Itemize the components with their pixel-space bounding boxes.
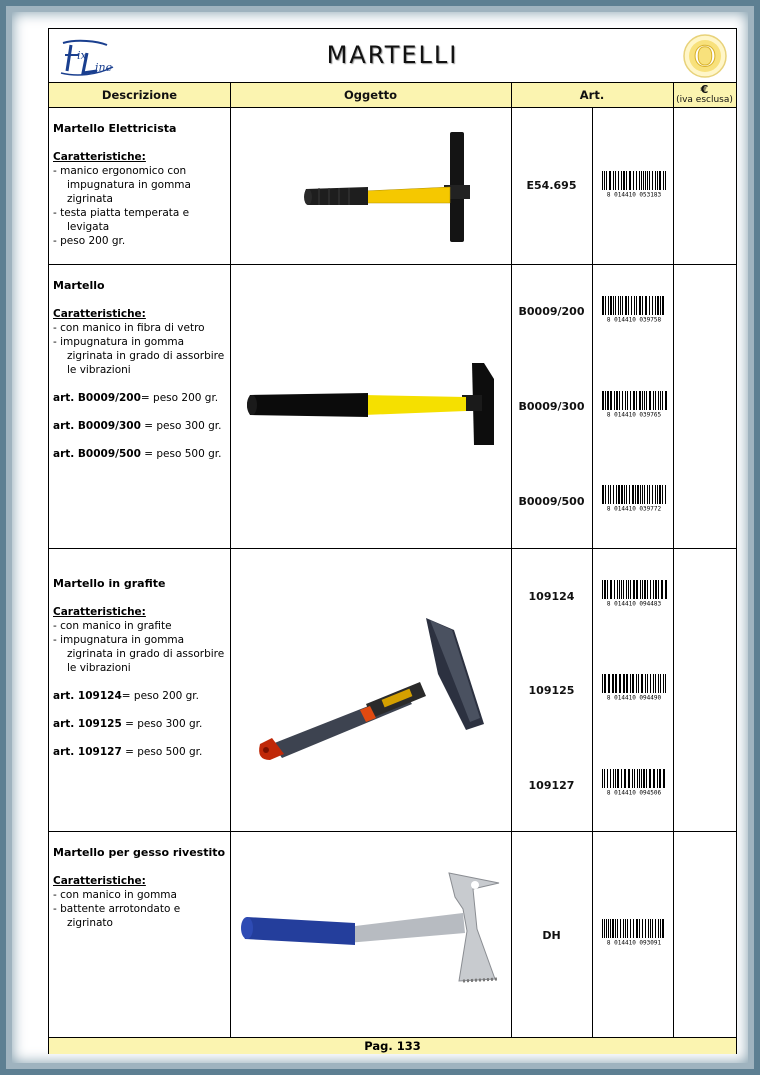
barcode-bar — [632, 485, 634, 504]
barcode-number: 8 014410 094490 — [606, 694, 662, 700]
barcode-bar — [617, 919, 618, 938]
barcode-number: 8 014410 039765 — [606, 411, 662, 417]
barcode-bar — [663, 171, 664, 190]
barcode-number: 8 014410 039772 — [606, 505, 662, 511]
feature-item: - con manico in fibra di vetro — [53, 322, 205, 334]
barcode-bar — [645, 296, 647, 315]
barcode-bar — [649, 296, 650, 315]
barcode-bar — [663, 769, 665, 788]
row-divider — [49, 264, 736, 265]
barcode-number: 8 014410 094483 — [606, 600, 662, 606]
article-code: B0009/200 — [518, 305, 585, 318]
barcode — [598, 296, 670, 322]
barcode-number: 8 014410 094506 — [606, 789, 662, 795]
barcode-bar — [633, 580, 635, 599]
barcode-bar — [612, 674, 614, 693]
barcode-bar — [625, 296, 627, 315]
barcode — [598, 580, 670, 606]
barcode-bar — [608, 674, 610, 693]
barcode-bar — [662, 919, 664, 938]
product-description — [53, 122, 229, 248]
row-divider — [49, 831, 736, 832]
article-code: DH — [542, 929, 561, 942]
article-code: 109125 — [528, 684, 575, 697]
barcode-bar — [657, 769, 658, 788]
barcode-bar — [629, 485, 630, 504]
barcode-bar — [615, 769, 616, 788]
barcode-bar — [650, 674, 651, 693]
barcode-bar — [622, 296, 623, 315]
barcode-bar — [634, 769, 635, 788]
barcode-bar — [619, 580, 620, 599]
feature-item: - con manico in gomma — [53, 889, 177, 901]
barcode-bar — [623, 674, 625, 693]
barcode-bar — [620, 919, 621, 938]
barcode-bar — [658, 674, 659, 693]
barcode-bar — [642, 919, 643, 938]
barcode-bar — [607, 580, 608, 599]
barcode-bar — [646, 769, 647, 788]
barcode-bar — [655, 296, 656, 315]
grid-line — [673, 83, 674, 1037]
barcode-bar — [614, 391, 615, 410]
product-name: Martello Elettricista — [53, 122, 177, 135]
barcode-bar — [626, 485, 627, 504]
barcode-bar — [617, 769, 619, 788]
barcode-bar — [636, 580, 638, 599]
grid-line — [511, 83, 512, 1037]
barcode-bar — [641, 769, 642, 788]
barcode-bar — [646, 391, 647, 410]
features-label: Caratteristiche: — [53, 151, 146, 163]
barcode-bar — [639, 171, 640, 190]
article-line: art. 109125 = peso 300 gr. — [53, 718, 203, 730]
barcode-bar — [659, 485, 661, 504]
features-list — [53, 321, 229, 377]
catalog-page — [48, 28, 737, 1054]
svg-text:O: O — [693, 40, 717, 73]
grid-line — [592, 108, 593, 1037]
barcode-bar — [608, 296, 609, 315]
barcode-bar — [622, 391, 623, 410]
barcode-bar — [617, 580, 618, 599]
feature-item: - testa piatta temperata e levigata — [53, 207, 190, 233]
barcode-bar — [660, 296, 661, 315]
page-title: MARTELLI — [326, 41, 459, 69]
feature-item: - peso 200 gr. — [53, 235, 126, 247]
barcode-bar — [630, 580, 631, 599]
barcode-bar — [602, 769, 603, 788]
barcode-bar — [655, 485, 656, 504]
barcode-bar — [644, 580, 646, 599]
barcode-bar — [602, 391, 604, 410]
barcode-bar — [665, 391, 667, 410]
barcode-bar — [645, 919, 646, 938]
barcode-bar — [604, 171, 605, 190]
barcode-bar — [660, 674, 661, 693]
barcode-bar — [627, 919, 628, 938]
barcode-bar — [613, 296, 614, 315]
barcode-bar — [647, 674, 648, 693]
barcode-bar — [608, 485, 609, 504]
barcode-bar — [605, 296, 606, 315]
barcode-number: 8 014410 093091 — [606, 939, 662, 945]
article-line: art. 109127 = peso 500 gr. — [53, 746, 203, 758]
barcode-bar — [642, 296, 643, 315]
barcode-bar — [655, 674, 656, 693]
product-name: Martello in grafite — [53, 577, 166, 590]
barcode-bar — [613, 769, 614, 788]
barcode-bar — [628, 296, 629, 315]
barcode-bar — [652, 919, 653, 938]
barcode-bar — [632, 674, 634, 693]
barcode-bar — [659, 171, 661, 190]
barcode-bar — [623, 171, 625, 190]
barcode-bar — [615, 296, 616, 315]
barcode-bar — [658, 580, 659, 599]
barcode-bar — [624, 769, 626, 788]
feature-item: - impugnatura in gomma zigrinata in grado di assorbire le vibrazioni — [53, 634, 225, 674]
barcode-bar — [637, 769, 638, 788]
barcode-bar — [643, 769, 645, 788]
barcode-bar — [653, 674, 654, 693]
barcode-bar — [628, 580, 629, 599]
features-label: Caratteristiche: — [53, 875, 146, 887]
barcode-bar — [659, 769, 661, 788]
barcode-bar — [634, 296, 635, 315]
barcode — [598, 919, 670, 945]
barcode-bar — [665, 171, 666, 190]
barcode-bar — [609, 171, 611, 190]
article-line: art. B0009/300 = peso 300 gr. — [53, 420, 222, 432]
barcode-bar — [657, 171, 658, 190]
barcode-bar — [607, 391, 609, 410]
barcode-bar — [655, 391, 656, 410]
barcode-bar — [642, 485, 643, 504]
article-line: art. B0009/500 = peso 500 gr. — [53, 448, 222, 460]
graphite-hammer-image — [254, 614, 494, 764]
barcode-bar — [650, 919, 651, 938]
barcode — [598, 485, 670, 511]
barcode — [598, 674, 670, 700]
barcode-bar — [639, 296, 641, 315]
barcode-bar — [621, 485, 623, 504]
barcode-bar — [630, 391, 631, 410]
barcode-bar — [625, 919, 626, 938]
barcode-bar — [648, 919, 649, 938]
barcode-bar — [649, 391, 651, 410]
barcode-bar — [626, 580, 627, 599]
barcode-bar — [619, 391, 620, 410]
barcode-number: 8 014410 053183 — [606, 191, 662, 197]
barcode-bar — [665, 485, 666, 504]
col-oggetto: Oggetto — [230, 83, 511, 108]
barcode-bar — [653, 769, 655, 788]
barcode-bar — [658, 391, 659, 410]
barcode-bar — [626, 171, 627, 190]
barcode-bar — [633, 391, 635, 410]
barcode-bar — [627, 391, 628, 410]
product-name: Martello — [53, 279, 105, 292]
barcode-bar — [660, 391, 661, 410]
features-list — [53, 164, 229, 248]
barcode-bar — [618, 485, 620, 504]
barcode-bar — [641, 171, 642, 190]
barcode-bar — [655, 171, 656, 190]
barcode-bar — [642, 580, 643, 599]
barcode-bar — [644, 391, 645, 410]
barcode-bar — [652, 485, 653, 504]
barcode-bar — [610, 391, 612, 410]
barcode-bar — [614, 580, 615, 599]
barcode-bar — [625, 391, 626, 410]
barcode-bar — [643, 171, 644, 190]
product-description — [53, 279, 229, 461]
barcode-bar — [602, 674, 603, 693]
col-price — [673, 83, 736, 108]
article-code: 109127 — [528, 779, 575, 792]
barcode-bar — [602, 485, 604, 504]
barcode-bar — [602, 919, 603, 938]
barcode-bar — [608, 919, 609, 938]
product-name: Martello per gesso rivestito — [53, 846, 226, 859]
barcode-bar — [610, 296, 612, 315]
barcode-bar — [636, 919, 638, 938]
barcode-bar — [612, 919, 614, 938]
article-line: art. B0009/200= peso 200 gr. — [53, 392, 219, 404]
barcode-bar — [661, 580, 663, 599]
article-code: B0009/500 — [518, 495, 585, 508]
barcode-bar — [639, 919, 640, 938]
barcode-bar — [657, 296, 659, 315]
barcode-bar — [663, 674, 664, 693]
barcode-bar — [615, 919, 616, 938]
barcode-bar — [640, 485, 641, 504]
barcode-bar — [623, 919, 624, 938]
barcode-bar — [650, 580, 651, 599]
barcode-bar — [636, 296, 637, 315]
barcode-bar — [621, 580, 622, 599]
barcode-bar — [621, 769, 622, 788]
barcode-bar — [647, 580, 648, 599]
barcode-bar — [633, 919, 634, 938]
barcode-bar — [655, 580, 657, 599]
barcode-bar — [637, 485, 639, 504]
features-list — [53, 888, 229, 930]
barcode-bar — [606, 919, 607, 938]
barcode-bar — [641, 674, 643, 693]
barcode-bar — [616, 485, 617, 504]
barcode-bar — [653, 580, 654, 599]
barcode-bar — [636, 171, 637, 190]
barcode-bar — [647, 485, 648, 504]
barcode-bar — [620, 296, 621, 315]
article-line: art. 109124= peso 200 gr. — [53, 690, 199, 702]
article-code: E54.695 — [526, 179, 577, 192]
barcode-bar — [605, 485, 606, 504]
barcode-bar — [665, 580, 667, 599]
barcode-bar — [630, 919, 631, 938]
barcode-bar — [633, 171, 634, 190]
col-art: Art. — [511, 83, 673, 108]
barcode-bar — [649, 171, 650, 190]
barcode-bar — [610, 580, 612, 599]
electrician-hammer-image — [264, 127, 484, 252]
barcode-bar — [621, 171, 622, 190]
barcode-bar — [604, 580, 606, 599]
barcode-bar — [662, 485, 663, 504]
barcode-bar — [604, 769, 605, 788]
col-descrizione: Descrizione — [49, 83, 230, 108]
barcode-bar — [615, 171, 616, 190]
barcode-bar — [635, 485, 636, 504]
barcode-bar — [613, 485, 614, 504]
barcode-bar — [658, 919, 659, 938]
features-list — [53, 619, 229, 675]
page-number: Pag. 133 — [49, 1037, 736, 1054]
barcode — [598, 171, 670, 197]
barcode-bar — [649, 769, 651, 788]
product-description — [53, 577, 229, 759]
barcode — [598, 391, 670, 417]
barcode-bar — [653, 391, 654, 410]
barcode-bar — [618, 171, 619, 190]
features-label: Caratteristiche: — [53, 308, 146, 320]
barcode-bar — [645, 171, 646, 190]
page-header — [49, 29, 736, 83]
row-divider — [49, 548, 736, 549]
barcode-bar — [624, 485, 625, 504]
article-code: 109124 — [528, 590, 575, 603]
drywall-hammer-image — [237, 869, 502, 989]
barcode-bar — [636, 674, 637, 693]
euro-symbol: € — [700, 83, 709, 96]
feature-item: - con manico in grafite — [53, 620, 172, 632]
barcode-bar — [613, 171, 614, 190]
barcode-bar — [602, 171, 603, 190]
svg-text:ine: ine — [95, 61, 113, 74]
barcode-bar — [655, 919, 656, 938]
product-description — [53, 846, 229, 930]
barcode-bar — [616, 391, 618, 410]
barcode-bar — [604, 674, 606, 693]
barcode-bar — [639, 391, 641, 410]
barcode-bar — [652, 171, 653, 190]
barcode-bar — [606, 171, 607, 190]
barcode-bar — [640, 580, 641, 599]
barcode-bar — [639, 769, 640, 788]
barcode-bar — [630, 674, 631, 693]
barcode-bar — [644, 485, 645, 504]
brand-badge — [682, 33, 728, 79]
barcode-bar — [610, 919, 611, 938]
barcode-bar — [660, 919, 661, 938]
barcode-number: 8 014410 039758 — [606, 316, 662, 322]
features-label: Caratteristiche: — [53, 606, 146, 618]
barcode-bar — [615, 674, 617, 693]
barcode-bar — [638, 674, 639, 693]
barcode — [598, 769, 670, 795]
barcode-bar — [642, 391, 643, 410]
barcode-bar — [665, 674, 666, 693]
svg-text:ix: ix — [77, 49, 87, 62]
barcode-bar — [632, 769, 633, 788]
barcode-bar — [604, 919, 605, 938]
barcode-bar — [657, 485, 658, 504]
barcode-bar — [602, 296, 604, 315]
barcode-bar — [605, 391, 606, 410]
barcode-bar — [647, 171, 648, 190]
barcode-bar — [607, 769, 608, 788]
page-frame — [6, 6, 754, 1069]
feature-item: - battente arrotondato e zigrinato — [53, 903, 181, 929]
barcode-bar — [628, 769, 630, 788]
grid-line — [230, 83, 231, 1037]
barcode-bar — [623, 580, 624, 599]
barcode-bar — [662, 296, 664, 315]
barcode-bar — [629, 171, 631, 190]
price-note: (iva esclusa) — [676, 95, 733, 105]
barcode-bar — [610, 485, 611, 504]
barcode-bar — [626, 674, 628, 693]
barcode-bar — [645, 674, 646, 693]
barcode-bar — [618, 296, 619, 315]
barcode-bar — [636, 391, 637, 410]
barcode-bar — [610, 769, 611, 788]
barcode-bar — [619, 674, 621, 693]
barcode-bar — [652, 296, 653, 315]
barcode-bar — [649, 485, 650, 504]
barcode-bar — [662, 391, 663, 410]
barcode-bar — [631, 296, 632, 315]
feature-item: - impugnatura in gomma zigrinata in grado di assorbire le vibrazioni — [53, 336, 225, 376]
fiberglass-hammer-image — [244, 359, 499, 449]
article-code: B0009/300 — [518, 400, 585, 413]
barcode-bar — [602, 580, 603, 599]
feature-item: - manico ergonomico con impugnatura in gomma zigrinata — [53, 165, 191, 205]
